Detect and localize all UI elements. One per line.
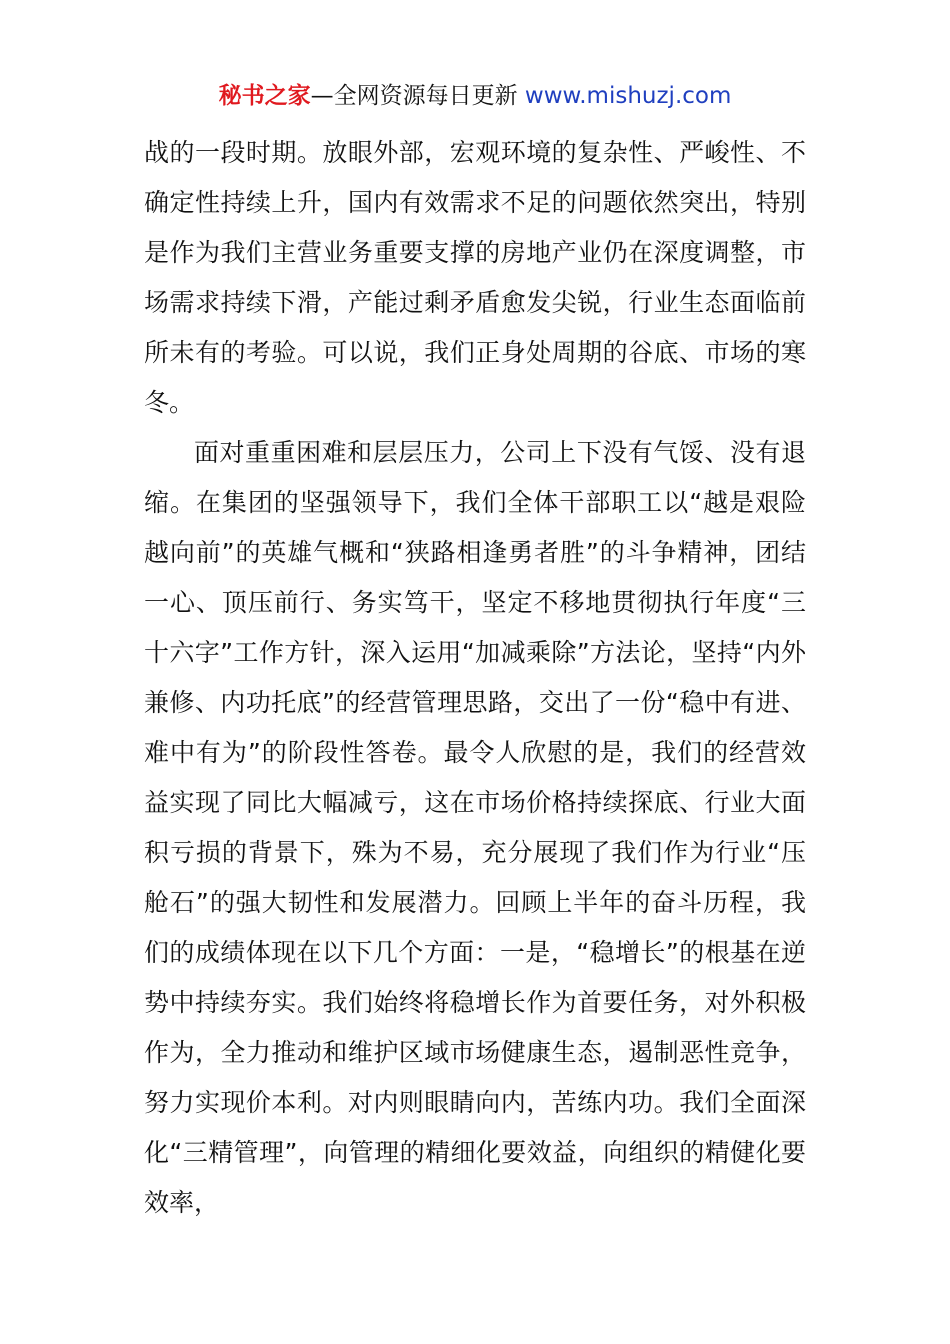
paragraph-2: 面对重重困难和层层压力，公司上下没有气馁、没有退缩。在集团的坚强领导下，我们全体干部职工以“越是艰险越向前”的英雄气概和“狭路相逢勇者胜”的斗争精神，团结一心、顶压前行、务实笃干，坚定不移地贯彻执行年度“三十六字”工作方针，深入运用“加减乘除”方法论，坚持“内外兼修、内功托底”的经营管理思路，交出了一份“稳中有进、难中有为”的阶段性答卷。最令人欣慰的是，我们的经营效益实现了同比大幅减亏，这在市场价格持续探底、行业大面积亏损的背景下，殊为不易，充分展现了我们作为行业“压舱石”的强大韧性和发展潜力。回顾上半年的奋斗历程，我们的成绩体现在以下几个方面：一是，“稳增长”的根基在逆势中持续夯实。我们始终将稳增长作为首要任务，对外积极作为，全力推动和维护区域市场健康生态，遏制恶性竞争，努力实现价本利。对内则眼睛向内，苦练内功。我们全面深化“三精管理”，向管理的精细化要效益，向组织的精健化要效率，	[144, 438, 806, 1217]
site-tagline: —全网资源每日更新	[310, 83, 525, 109]
site-name: 秘书之家	[218, 83, 311, 109]
document-body	[144, 128, 806, 1228]
paragraph-1: 战的一段时期。放眼外部，宏观环境的复杂性、严峻性、不确定性持续上升，国内有效需求不足的问题依然突出，特别是作为我们主营业务重要支撑的房地产业仍在深度调整，市场需求持续下滑，产能过剩矛盾愈发尖锐，行业生态面临前所未有的考验。可以说，我们正身处周期的谷底、市场的寒冬。	[144, 138, 806, 417]
page-header	[0, 80, 950, 112]
site-url-link[interactable]: www.mishuzj.com	[524, 83, 732, 109]
